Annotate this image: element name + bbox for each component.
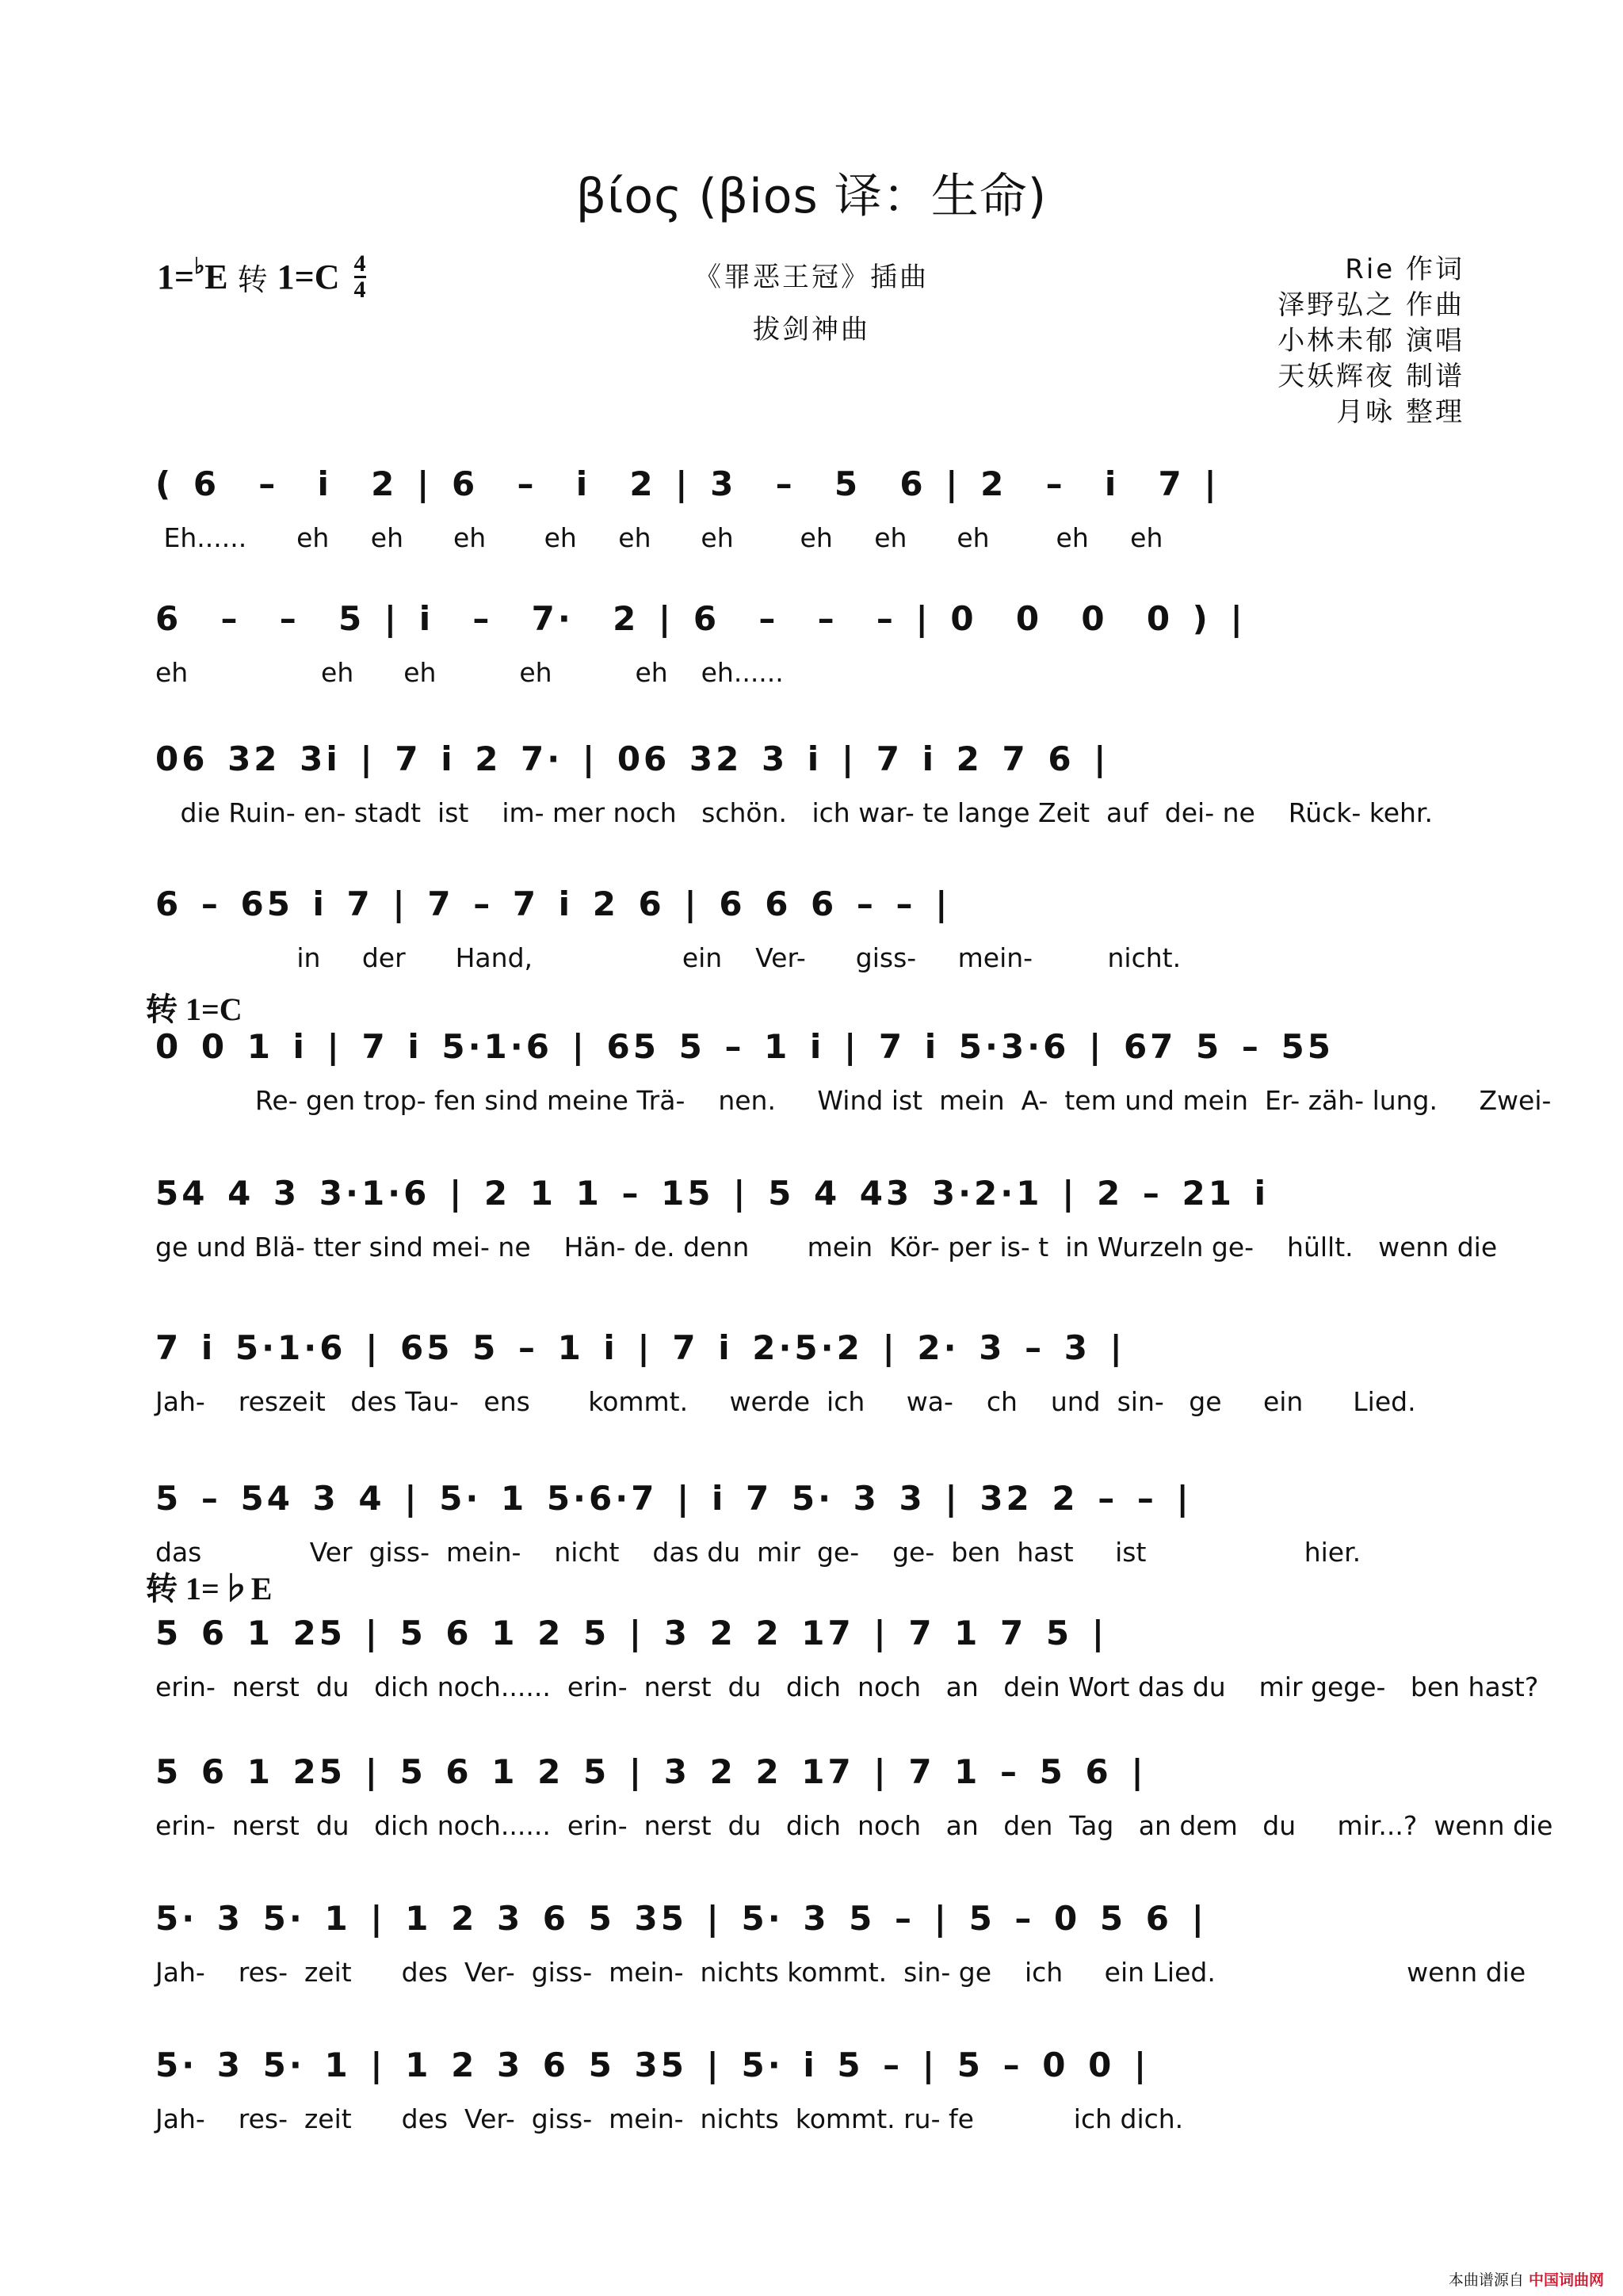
notes: 5· 3 5· 1 | 1 2 3 6 5 35 | 5· i 5 – | 5 – 0 0 | (155, 2045, 1150, 2084)
lyrics: erin- nerst du dich noch...... erin- nerst du dich noch an den Tag an dem du mir...? wenn die (155, 1810, 1553, 1841)
notes: 06 32 3i | 7 i 2 7· | 06 32 3 i | 7 i 2 7 6 | (155, 739, 1109, 778)
notes: ( 6 – i 2 | 6 – i 2 | 3 – 5 6 | 2 – i 7 | (155, 464, 1220, 503)
time-top: 4 (353, 250, 366, 277)
lyrics: Jah- res- zeit des Ver- giss- mein- nichts kommt. sin- ge ich ein Lied. wenn die (155, 1957, 1526, 1988)
credit-composer: 泽野弘之 作曲 (1277, 289, 1465, 321)
credit-transcriber: 天妖辉夜 制谱 (1277, 361, 1465, 392)
song-title: βίος (βios 译：生命) (575, 169, 1048, 224)
lyrics: in der Hand, ein Ver- giss- mein- nicht. (155, 942, 1182, 973)
lyrics: das Ver giss- mein- nicht das du mir ge- ge- ben hast ist hier. (155, 1537, 1361, 1568)
notes: 6 – 65 i 7 | 7 – 7 i 2 6 | 6 6 6 – – | (155, 884, 951, 923)
notes: 5· 3 5· 1 | 1 2 3 6 5 35 | 5· 3 5 – | 5 – 0 5 6 | (155, 1898, 1207, 1938)
lyrics: ge und Blä- tter sind mei- ne Hän- de. denn mein Kör- per is- t in Wurzeln ge- hüllt. wenn die (155, 1232, 1498, 1263)
lyrics: Jah- res- zeit des Ver- giss- mein- nichts kommt. ru- fe ich dich. (155, 2103, 1184, 2134)
subtitle-source: 《罪恶王冠》插曲 (694, 262, 929, 293)
key-to: 1=C (277, 258, 340, 296)
lyrics: die Ruin- en- stadt ist im- mer noch schön. ich war- te lange Zeit auf dei- ne Rück- kehr. (155, 797, 1433, 828)
notes: 54 4 3 3·1·6 | 2 1 1 – 15 | 5 4 43 3·2·1 | 2 – 21 i (155, 1173, 1269, 1213)
key-prefix: 1= (157, 258, 195, 296)
credits (1277, 252, 1465, 430)
notes: 5 6 1 25 | 5 6 1 2 5 | 3 2 2 17 | 7 1 – 5 6 | (155, 1752, 1147, 1791)
notes: 6 – – 5 | i – 7· 2 | 6 – – – | 0 0 0 0 ) | (155, 598, 1246, 638)
notes: 5 6 1 25 | 5 6 1 2 5 | 3 2 2 17 | 7 1 7 5 | (155, 1613, 1108, 1652)
footer-site-link[interactable]: 中国词曲网 (1528, 2271, 1604, 2289)
credit-singer: 小林未郁 演唱 (1277, 325, 1465, 357)
notes: 0 0 1 i | 7 i 5·1·6 | 65 5 – 1 i | 7 i 5·3·6 | 67 5 – 55 (155, 1026, 1334, 1066)
flat-sign: ♭ (194, 254, 205, 279)
credit-editor: 月咏 整理 (1336, 396, 1465, 428)
lyrics: Jah- reszeit des Tau- ens kommt. werde ich wa- ch und sin- ge ein Lied. (155, 1386, 1416, 1417)
lyrics: erin- nerst du dich noch...... erin- nerst du dich noch an dein Wort das du mir gege- ben hast? (155, 1671, 1539, 1702)
source-footer (1449, 2268, 1604, 2290)
lyrics: eh eh eh eh eh eh...... (155, 657, 784, 688)
modulation-label-eb: 转 1=♭E (146, 1571, 273, 1606)
time-bottom: 4 (353, 277, 366, 303)
key-change-label: 转 (237, 262, 268, 297)
subtitle-alias: 拔剑神曲 (753, 314, 870, 346)
modulation-label-c: 转 1=C (146, 991, 242, 1027)
credit-lyricist: Rie 作词 (1345, 254, 1465, 285)
lyrics: Eh...... eh eh eh eh eh eh eh eh eh eh eh (155, 522, 1163, 553)
footer-left: 本曲谱源自 (1448, 2271, 1524, 2289)
notes: 5 – 54 3 4 | 5· 1 5·6·7 | i 7 5· 3 3 | 32 2 – – | (155, 1478, 1192, 1518)
key-from: E (204, 258, 228, 296)
lyrics: Re- gen trop- fen sind meine Trä- nen. Wind ist mein A- tem und mein Er- zäh- lung. Zwei- (155, 1085, 1552, 1116)
notes: 7 i 5·1·6 | 65 5 – 1 i | 7 i 2·5·2 | 2· 3 – 3 | (155, 1328, 1125, 1367)
